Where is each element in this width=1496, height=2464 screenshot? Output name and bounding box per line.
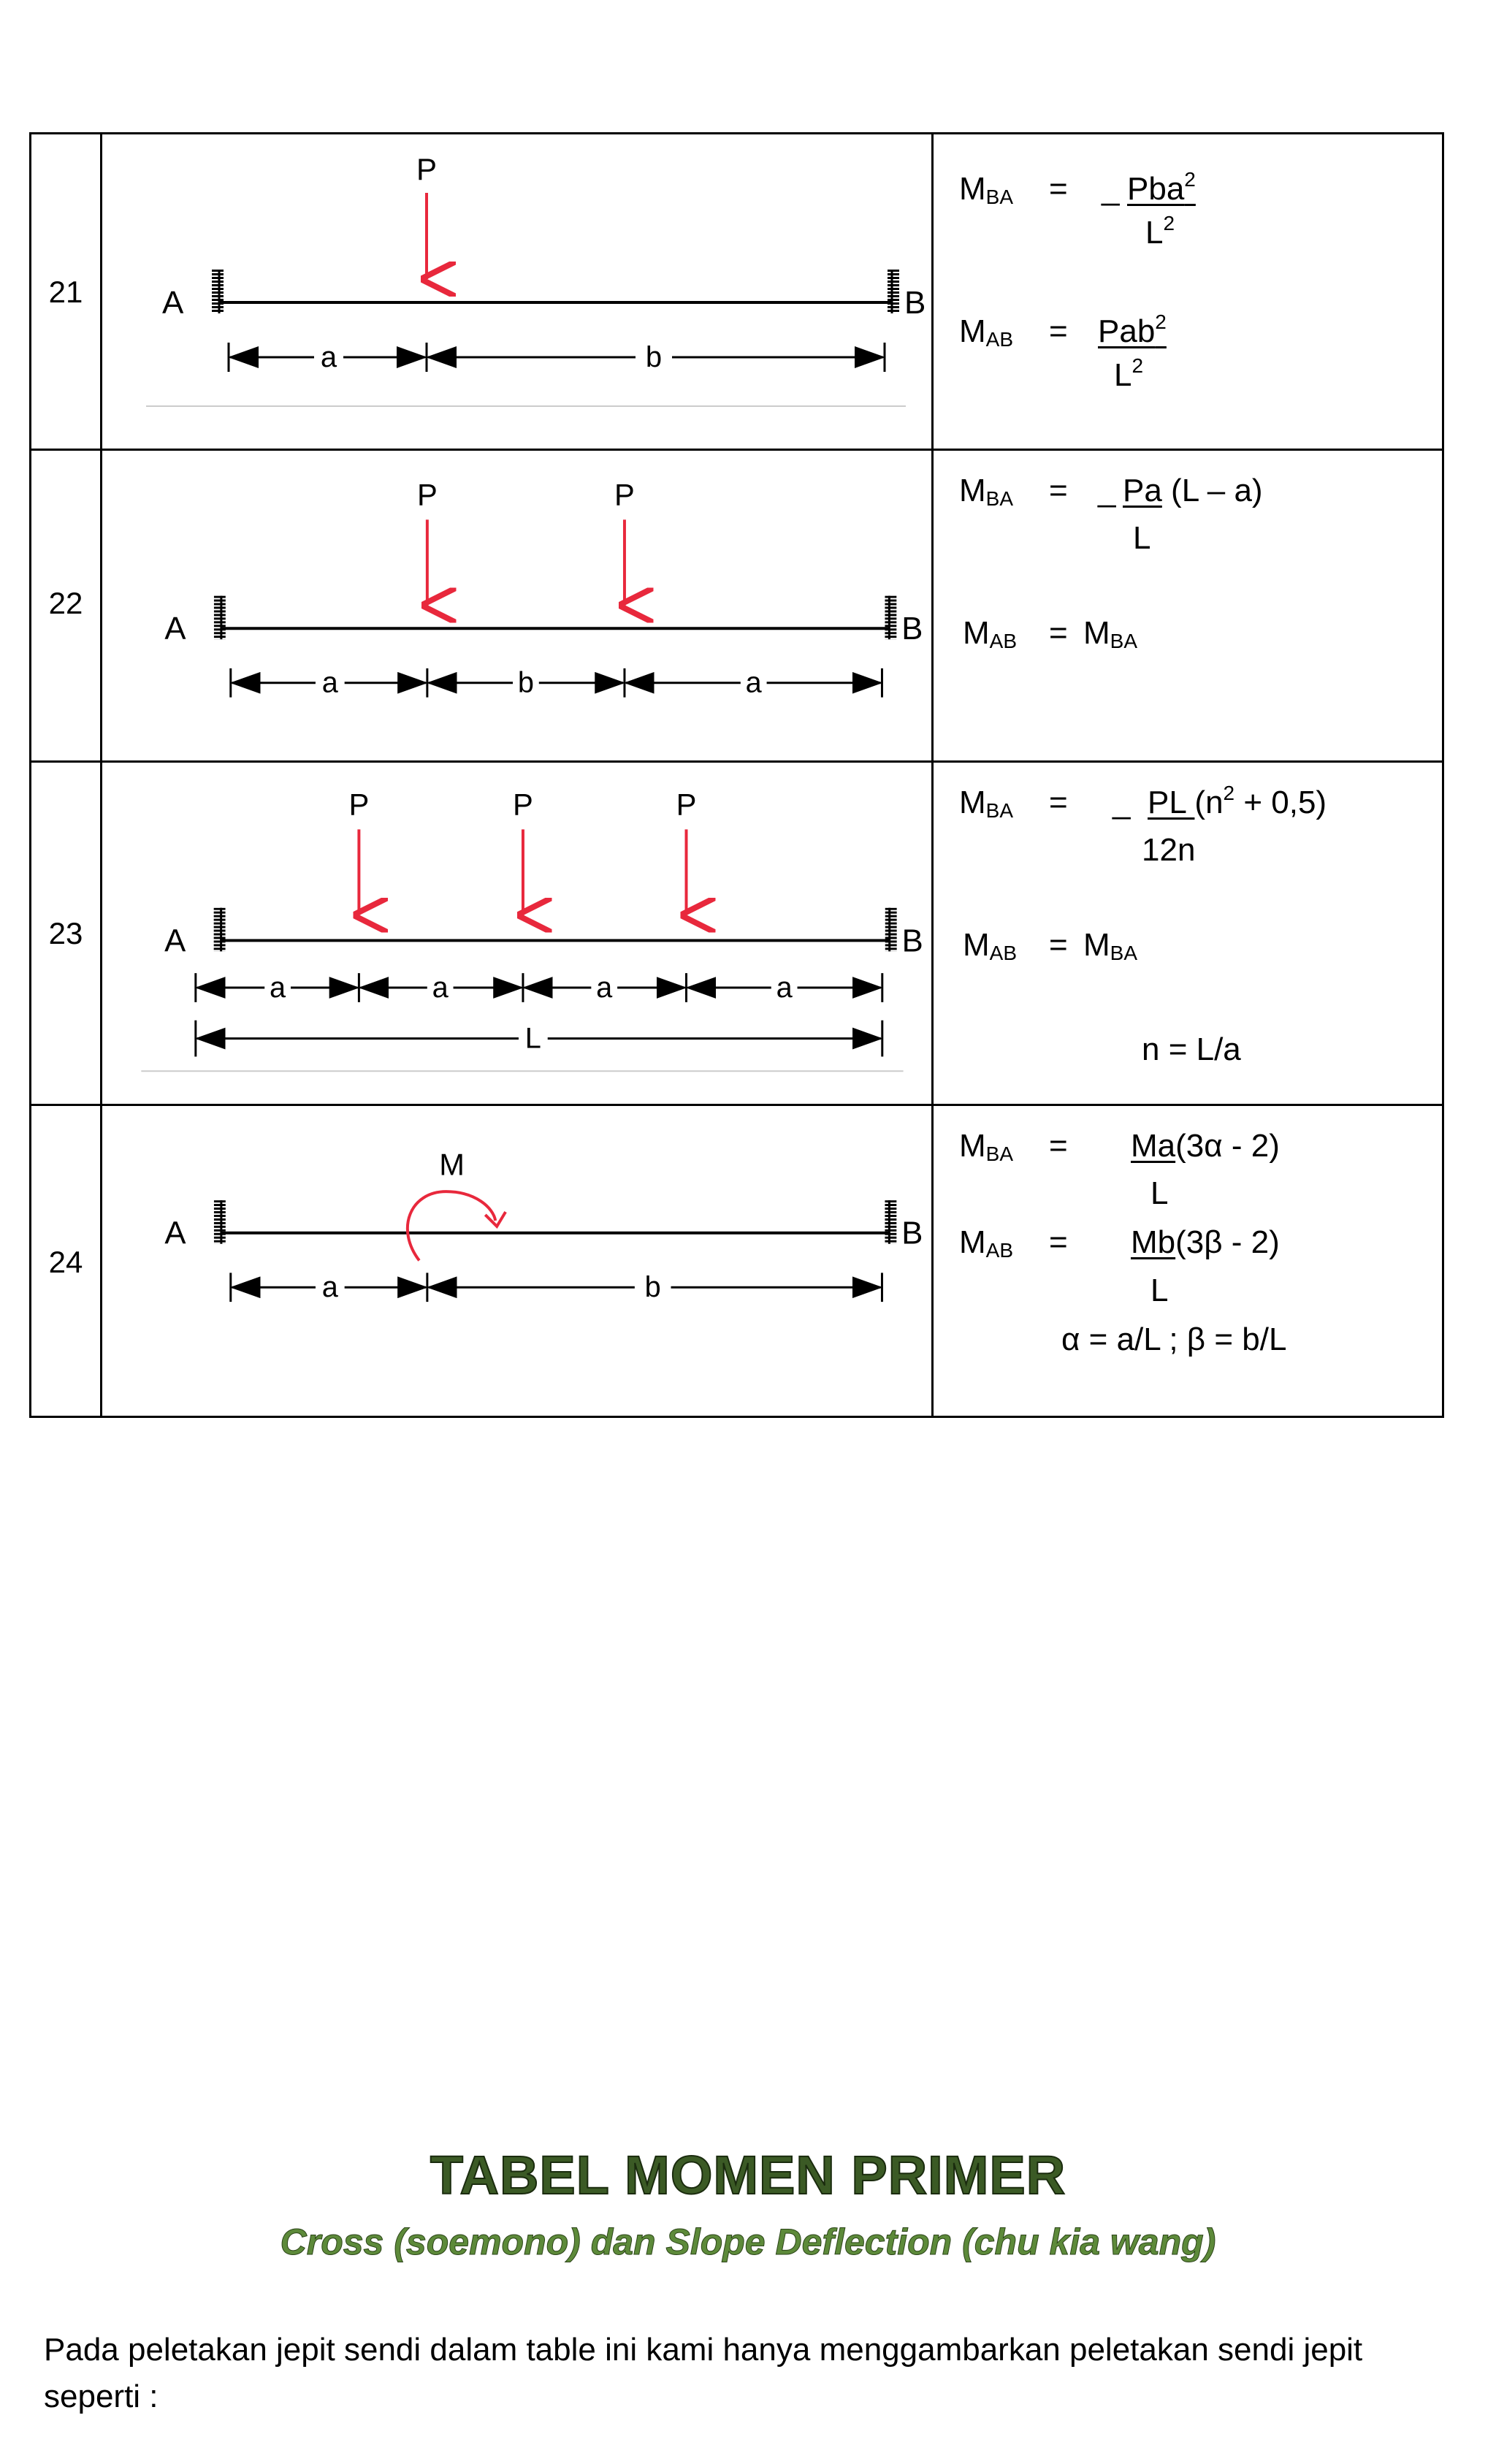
formula-rhs: $M_{BA}$ bbox=[1083, 927, 1138, 964]
beam-diagram-21 bbox=[102, 134, 931, 449]
minus-sign: _ bbox=[1113, 785, 1131, 820]
dim-a: a bbox=[596, 971, 613, 1004]
table-row-24 bbox=[31, 1104, 1442, 1416]
load-label: P bbox=[348, 787, 370, 822]
load-label: P bbox=[614, 477, 635, 512]
label-b: B bbox=[904, 285, 926, 321]
fraction-numerator: PL $(n^2 + 0,5)$ bbox=[1148, 782, 1327, 820]
dim-a: a bbox=[320, 341, 337, 373]
support-a bbox=[214, 596, 226, 640]
equals-sign: = bbox=[1049, 927, 1068, 963]
beam-diagram-24 bbox=[102, 1106, 931, 1416]
body-paragraph: Pada peletakan jepit sendi dalam table ini kami hanya menggambarkan peletakan sendi jepit seperti : bbox=[44, 2332, 1363, 2414]
equals-sign: = bbox=[1049, 615, 1068, 651]
page-title: TABEL MOMEN PRIMER bbox=[430, 2145, 1066, 2205]
equals-sign: = bbox=[1049, 313, 1068, 349]
fraction-denominator: L bbox=[1133, 520, 1151, 556]
table-row-23 bbox=[31, 760, 1442, 1104]
dim-a: a bbox=[432, 971, 449, 1004]
equals-sign: = bbox=[1049, 1224, 1068, 1260]
support-a bbox=[214, 1200, 226, 1244]
row-number: 24 bbox=[48, 1245, 83, 1279]
equals-sign: = bbox=[1049, 473, 1068, 508]
fraction-numerator: Pa (L – a) bbox=[1123, 473, 1263, 508]
formula-note: n = L/a bbox=[1142, 1031, 1241, 1067]
load-label: P bbox=[676, 787, 697, 822]
fraction-denominator: 12n bbox=[1142, 832, 1196, 868]
formula-m-ba-22: $M_{BA}$ bbox=[959, 473, 1014, 510]
label-b: B bbox=[901, 611, 923, 647]
formula-m-ba-23: $M_{BA}$ bbox=[959, 785, 1014, 822]
dim-b: b bbox=[645, 341, 663, 373]
support-b bbox=[885, 596, 896, 640]
formula-m-ab-23: $M_{AB}$ bbox=[963, 927, 1018, 964]
fraction-denominator: $L^2$ bbox=[1145, 212, 1175, 251]
formula-m-ba-24: $M_{BA}$ bbox=[959, 1128, 1014, 1165]
dim-a: a bbox=[321, 666, 338, 699]
dim-a: a bbox=[776, 971, 793, 1004]
load-label: P bbox=[416, 477, 438, 512]
page-subtitle: Cross (soemono) dan Slope Deflection (chu kia wang) bbox=[280, 2221, 1216, 2262]
equals-sign: = bbox=[1049, 785, 1068, 820]
minus-sign: _ bbox=[1098, 473, 1116, 508]
table-row-21 bbox=[31, 134, 1442, 449]
formula-m-ab-24: $M_{AB}$ bbox=[959, 1224, 1014, 1262]
equals-sign: = bbox=[1049, 171, 1068, 207]
moment-label: M bbox=[439, 1147, 465, 1182]
dim-a: a bbox=[270, 971, 286, 1004]
formula-m-ab-22: $M_{AB}$ bbox=[963, 615, 1018, 652]
table-row-22 bbox=[31, 449, 1442, 760]
label-a: A bbox=[164, 611, 186, 647]
dim-b: b bbox=[517, 666, 534, 699]
beam-diagram-22 bbox=[102, 451, 931, 760]
label-b: B bbox=[901, 923, 923, 959]
label-b: B bbox=[901, 1215, 923, 1251]
fraction-denominator: $L^2$ bbox=[1114, 354, 1144, 393]
load-label: P bbox=[416, 152, 438, 186]
label-a: A bbox=[164, 1215, 186, 1251]
moment-arc bbox=[408, 1191, 495, 1260]
moment-table bbox=[29, 132, 1444, 1418]
fraction-numerator: Mb(3β - 2) bbox=[1131, 1224, 1280, 1260]
fraction-numerator: Ma(3α - 2) bbox=[1131, 1128, 1280, 1164]
fraction-numerator: Pab$^2$ bbox=[1098, 310, 1167, 349]
row-number: 22 bbox=[48, 586, 83, 620]
formula-m-ba-21: $M_{BA}$ bbox=[959, 171, 1014, 208]
support-b bbox=[885, 1200, 896, 1244]
row-number: 23 bbox=[48, 916, 83, 950]
fraction-denominator: L bbox=[1150, 1175, 1169, 1211]
formula-m-ab-21: $M_{AB}$ bbox=[959, 313, 1014, 351]
fraction-numerator: Pba$^2$ bbox=[1127, 168, 1196, 207]
formula-rhs: $M_{BA}$ bbox=[1083, 615, 1138, 652]
minus-sign: _ bbox=[1102, 171, 1120, 207]
fraction-denominator: L bbox=[1150, 1273, 1169, 1308]
beam-diagram-23 bbox=[102, 763, 931, 1104]
row-number: 21 bbox=[48, 275, 83, 309]
label-a: A bbox=[164, 923, 186, 959]
equals-sign: = bbox=[1049, 1128, 1068, 1164]
support-a bbox=[214, 908, 226, 952]
support-b bbox=[888, 270, 899, 313]
load-label: P bbox=[513, 787, 533, 822]
dim-a: a bbox=[745, 666, 762, 699]
support-a bbox=[212, 270, 224, 313]
formula-note: α = a/L ; β = b/L bbox=[1061, 1321, 1287, 1357]
dim-a: a bbox=[321, 1271, 338, 1304]
dim-l: L bbox=[524, 1022, 541, 1055]
label-a: A bbox=[162, 285, 184, 321]
dim-b: b bbox=[644, 1271, 661, 1304]
support-b bbox=[885, 908, 897, 952]
